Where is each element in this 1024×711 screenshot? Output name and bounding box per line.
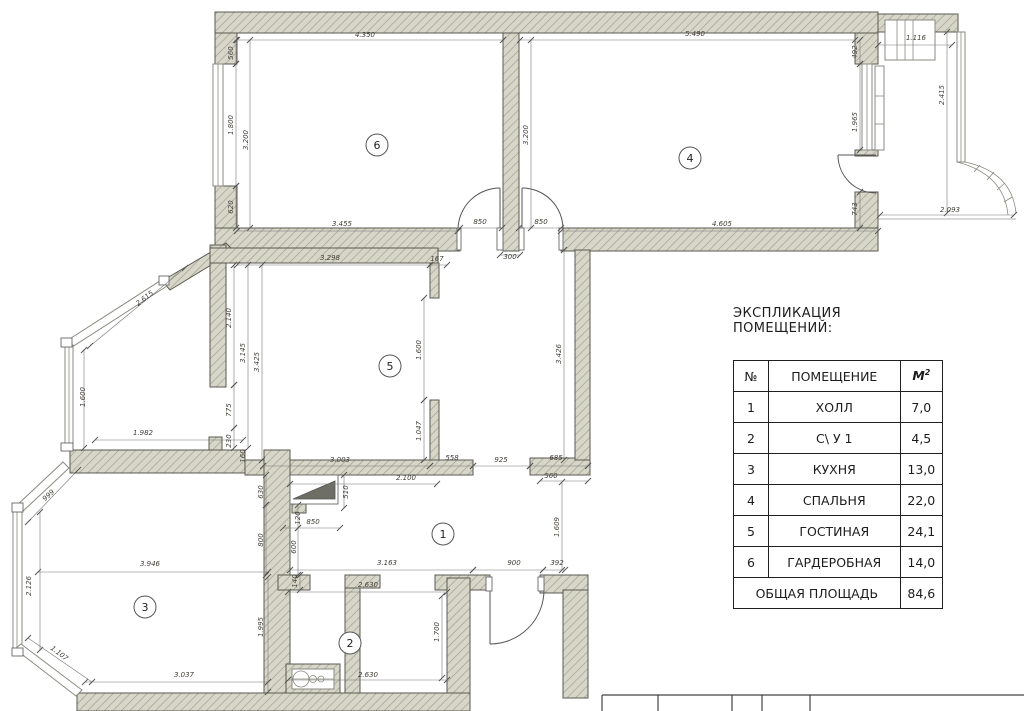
dimension-label: 3.425 [253,351,261,373]
legend-header-row [734,361,943,392]
dimension-label: 2.140 [225,307,233,329]
dimension-label: 3.200 [242,129,250,151]
dimension-label: 2.415 [938,84,946,106]
dimension-label: 3.200 [522,124,530,146]
dimension-label: 2.093 [939,206,961,214]
legend-total-label: ОБЩАЯ ПЛОЩАДЬ [734,578,901,609]
legend-row: 4 СПАЛЬНЯ 22,0 [734,485,943,516]
dimension-label: 850 [306,518,320,526]
dimension-label: 3.163 [376,559,398,567]
dimension-label: 850 [473,218,487,226]
legend-total-area: 84,6 [900,578,942,609]
dimension-label: 2.100 [395,474,417,482]
dimension-label: 300 [503,253,517,261]
dimension-label: 1.965 [851,111,859,133]
dimension-label: 1.700 [433,621,441,643]
dimension-label: 743 [851,202,859,216]
dimension-label: 1.107 [48,644,70,663]
room-number-label: 4 [686,152,694,165]
dimension-label: 3.145 [239,342,247,364]
dimension-label: 120 [294,511,302,525]
dimension-label: 3.946 [139,560,161,568]
legend-row: 5 ГОСТИНАЯ 24,1 [734,516,943,547]
dimension-label: 999 [41,488,57,503]
legend-row: 1 ХОЛЛ 7,0 [734,392,943,423]
dimension-label: 2.126 [25,575,33,597]
dimension-label: 1.982 [132,429,154,437]
dimension-label: 392 [550,559,564,567]
dimension-label: 1.995 [257,616,265,638]
dimension-label: 2.615 [134,289,156,308]
legend-header-room: ПОМЕЩЕНИЕ [768,361,900,392]
title-block [602,695,1024,711]
room-number-label: 3 [141,601,149,614]
dimension-label: 620 [227,200,235,214]
dimension-label: 1.609 [553,516,561,538]
dimension-label: 600 [290,540,298,554]
dimension-label: 2.630 [357,581,379,589]
dimension-label: 1.116 [905,34,927,42]
dimension-label: 850 [534,218,548,226]
dimension-label: 4.350 [354,31,376,39]
room-legend [733,306,943,609]
dimension-label: 3.426 [555,343,563,365]
legend-header-area: $М^2$ [900,361,942,392]
legend-table [733,360,943,609]
dimension-label: 140 [291,574,299,588]
dimension-label: 1.600 [415,339,423,361]
dimension-label: 1.600 [79,386,87,408]
room-number-label: 1 [439,528,447,541]
dimension-label: 900 [507,559,521,567]
dimension-label: 685 [549,454,563,462]
dimension-label: 5.490 [684,30,706,38]
dimension-label: 775 [225,403,233,417]
room-number-label: 6 [373,139,381,152]
dimension-label: 160 [239,449,247,463]
legend-total-row [734,578,943,609]
dimension-label: 560 [544,472,558,480]
dimension-label: 167 [430,255,444,263]
legend-row: 6 ГАРДЕРОБНАЯ 14,0 [734,547,943,578]
dimension-label: 925 [494,456,508,464]
dimension-label: 3.037 [173,671,195,679]
legend-row: 2 С\ У 1 4,5 [734,423,943,454]
legend-row: 3 КУХНЯ 13,0 [734,454,943,485]
dimension-label: 510 [342,485,350,499]
dimension-label: 4.605 [711,220,733,228]
dimension-label: 560 [227,46,235,60]
legend-header-num: № [734,361,769,392]
room-number-label: 5 [386,360,394,373]
dimension-label: 3.003 [329,456,351,464]
dimension-label: 3.298 [319,254,341,262]
dimension-label: 800 [257,533,265,547]
dimension-label: 558 [445,454,459,462]
legend-title: ЭКСПЛИКАЦИЯ ПОМЕЩЕНИЙ: [733,306,842,336]
dimension-label: 2.630 [357,671,379,679]
dimension-label: 1.047 [415,420,423,442]
room-number-label: 2 [346,637,354,650]
dimension-label: 630 [257,485,265,499]
dimension-label: 230 [225,434,233,448]
dimension-label: 492 [851,45,859,59]
dimension-label: 3.455 [331,220,353,228]
dimension-label: 1.800 [227,114,235,136]
